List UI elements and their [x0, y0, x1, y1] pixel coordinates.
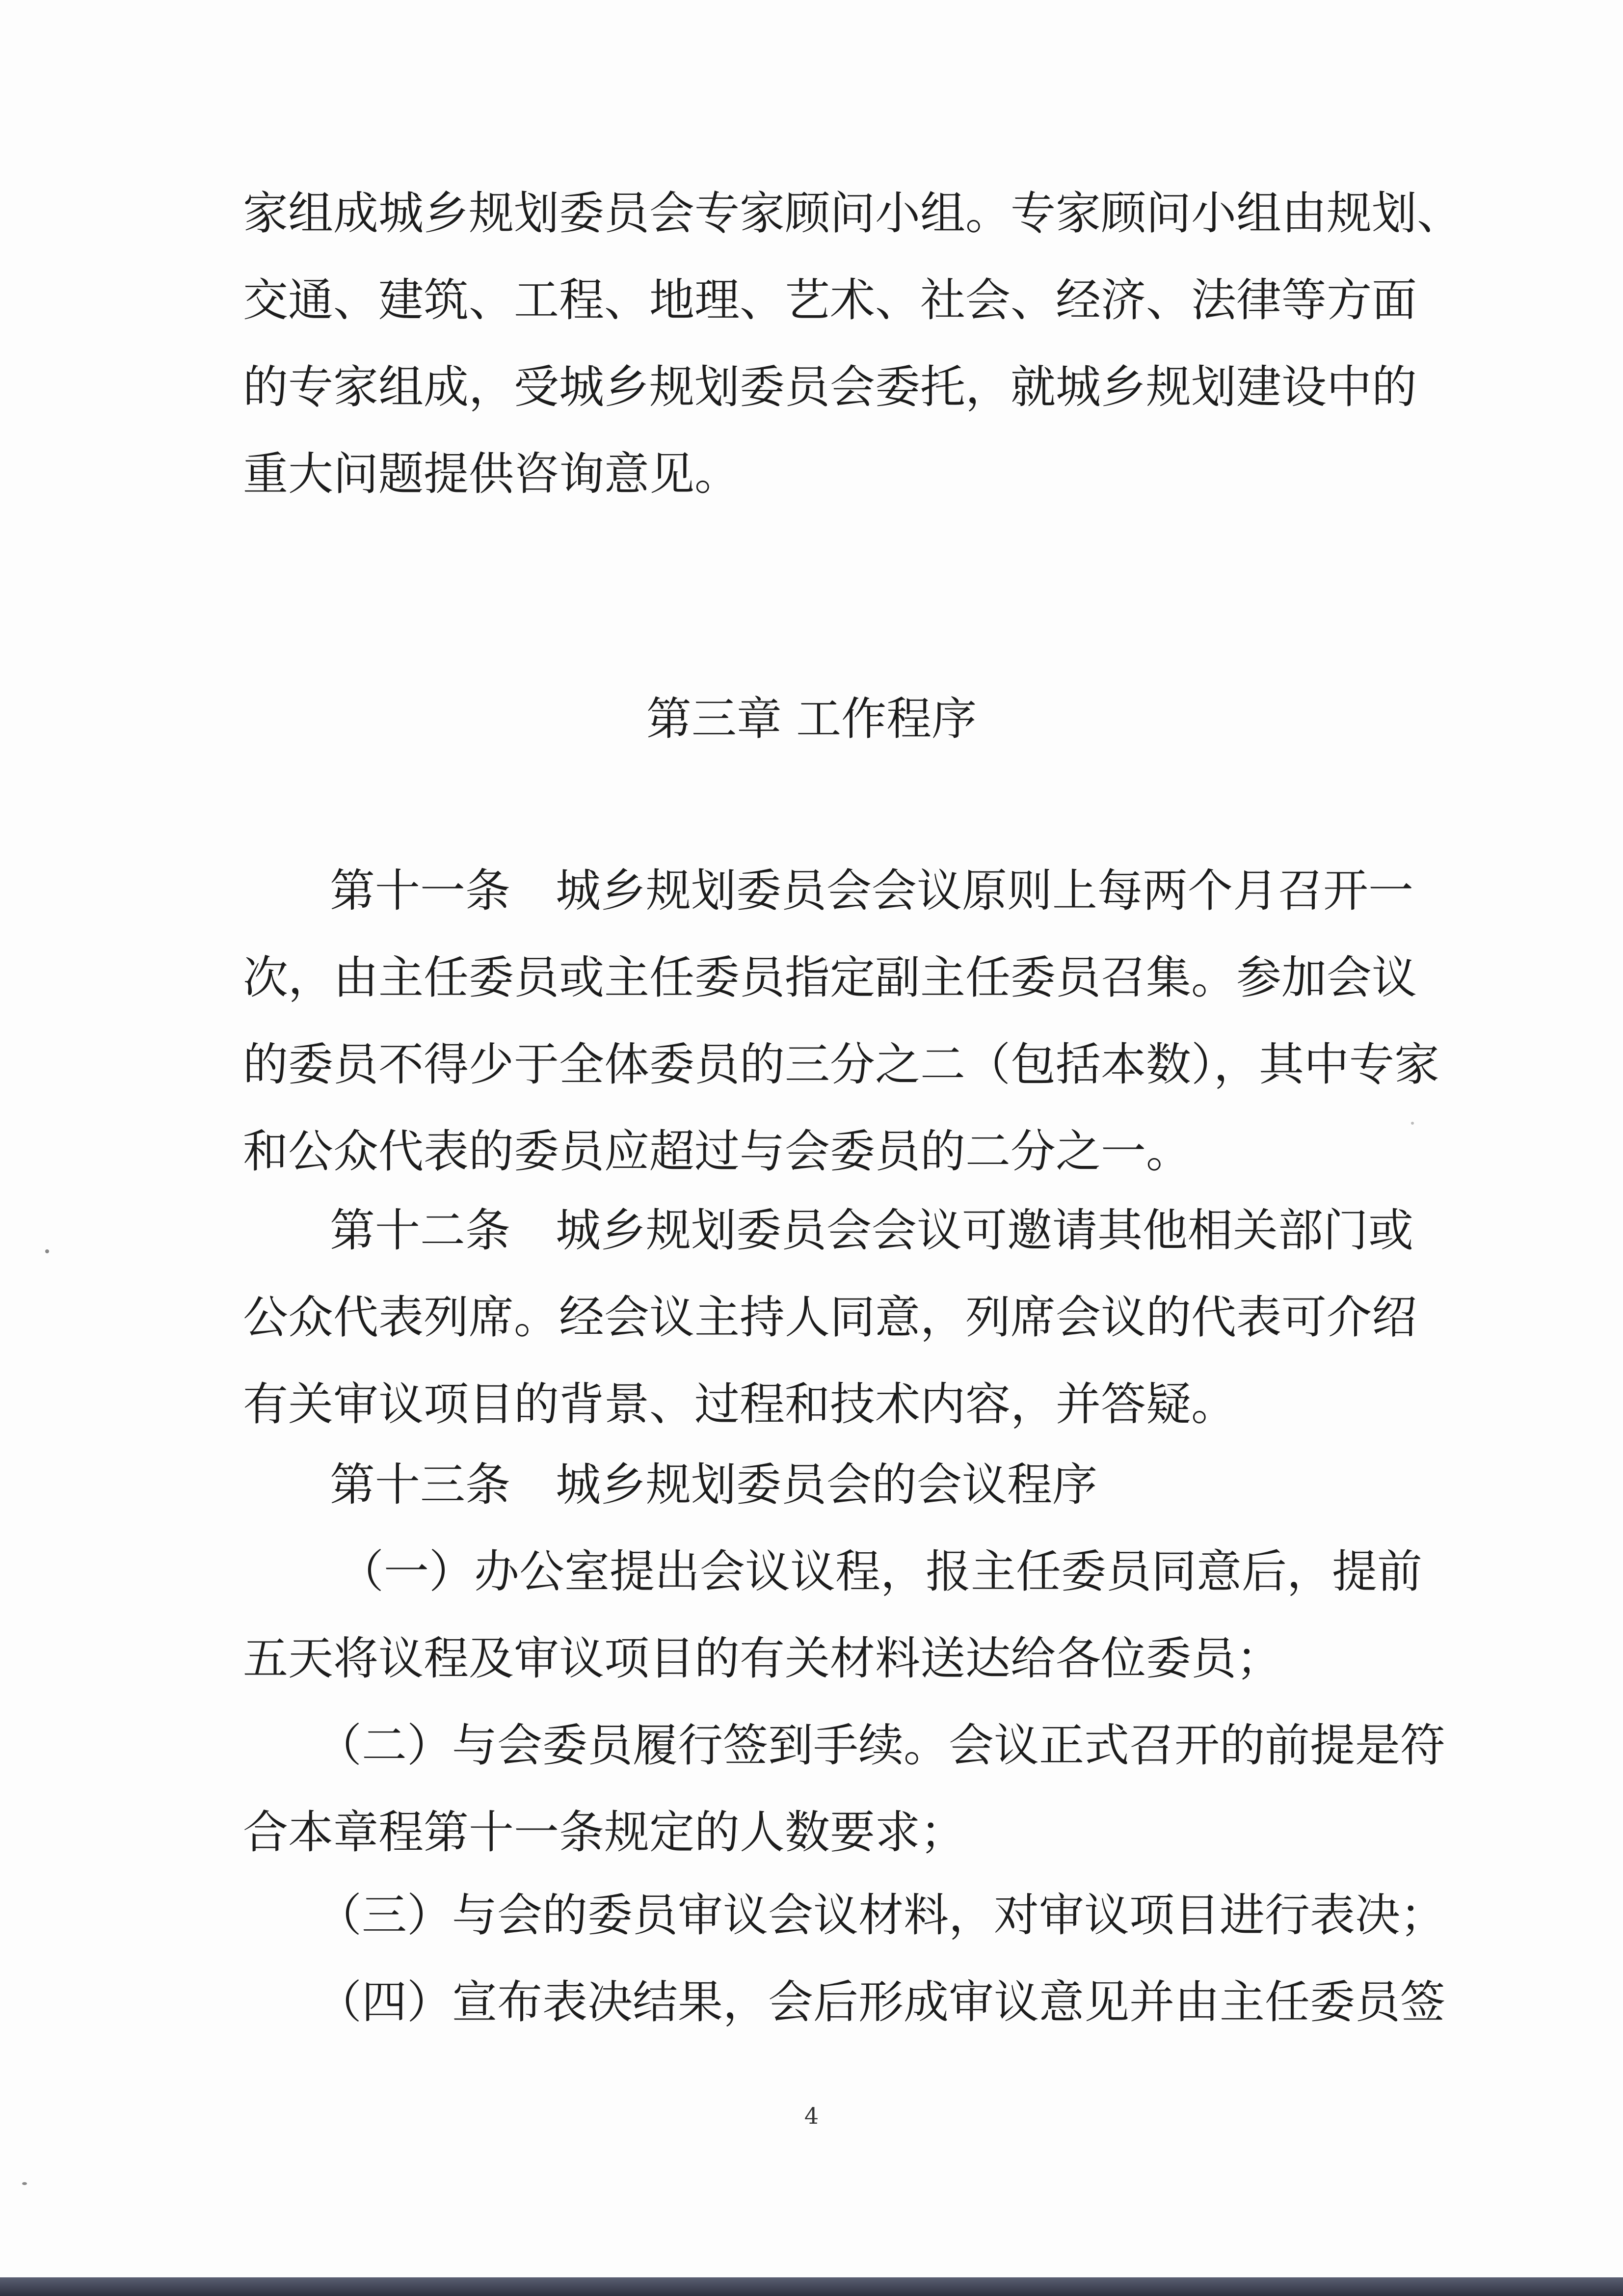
article-11-line-1: 第十一条 城乡规划委员会会议原则上每两个月召开一 [330, 864, 1414, 917]
procedure-item-1: （一）办公室提出会议议程，报主任委员同意后，提前 [339, 1545, 1423, 1598]
procedure-item-4: （四）宣布表决结果，会后形成审议意见并由主任委员签 [317, 1976, 1446, 2028]
procedure-item-2: （二）与会委员履行签到手续。会议正式召开的前提是符 [317, 1719, 1446, 1772]
text-line: 和公众代表的委员应超过与会委员的二分之一。 [243, 1125, 1192, 1178]
scan-speck [45, 1249, 49, 1253]
page-number: 4 [804, 2103, 819, 2129]
text-line: 次，由主任委员或主任委员指定副主任委员召集。参加会议 [243, 951, 1417, 1004]
article-13-heading: 第十三条 城乡规划委员会的会议程序 [330, 1459, 1098, 1511]
text-line: 家组成城乡规划委员会专家顾问小组。专家顾问小组由规划、 [243, 187, 1463, 240]
text-line: 交通、建筑、工程、地理、艺术、社会、经济、法律等方面 [243, 274, 1417, 326]
text-line: 重大问题提供咨询意见。 [243, 448, 740, 500]
scan-edge [0, 2277, 1623, 2296]
text-line: 有关审议项目的背景、过程和技术内容，并答疑。 [243, 1378, 1237, 1431]
procedure-item-3: （三）与会的委员审议会议材料，对审议项目进行表决； [317, 1889, 1446, 1942]
text-line: 五天将议程及审议项目的有关材料送达给各位委员； [243, 1632, 1282, 1685]
text-line: 合本章程第十一条规定的人数要求； [243, 1806, 966, 1859]
text-line: 的委员不得少于全体委员的三分之二（包括本数），其中专家 [243, 1038, 1440, 1091]
scan-speck [1411, 1122, 1414, 1125]
chapter-title: 第三章 工作程序 [646, 693, 977, 745]
article-12-line-1: 第十二条 城乡规划委员会会议可邀请其他相关部门或 [330, 1204, 1414, 1257]
text-line: 的专家组成，受城乡规划委员会委托，就城乡规划建设中的 [243, 361, 1417, 413]
text-line: 公众代表列席。经会议主持人同意，列席会议的代表可介绍 [243, 1291, 1417, 1344]
scan-speck [22, 2182, 27, 2185]
